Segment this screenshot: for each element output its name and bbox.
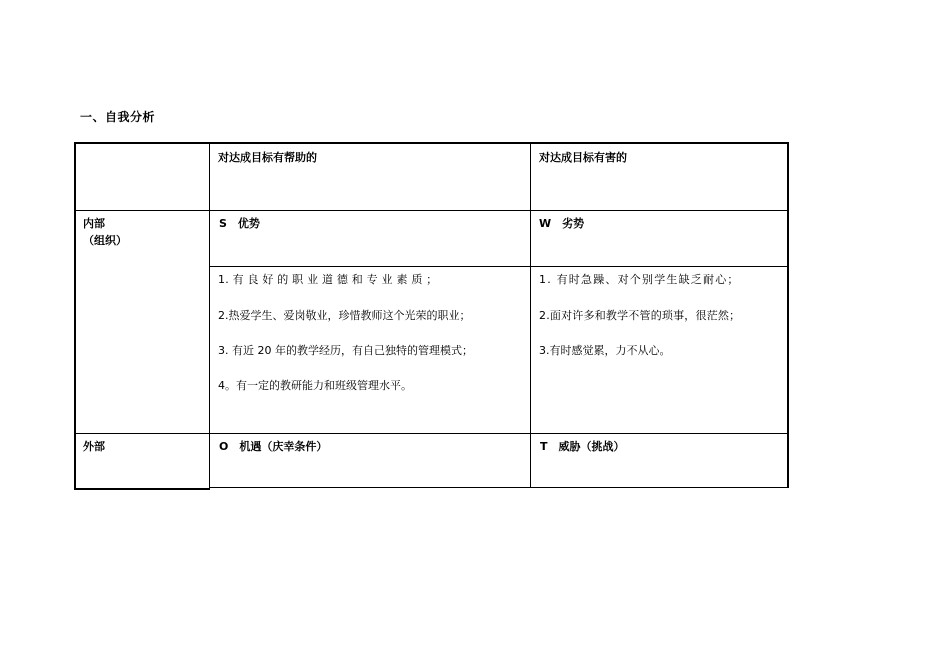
table-rule-col1 [209,143,210,490]
table-border-bottom-right [209,487,789,488]
section-heading: 一、自我分析 [80,110,156,124]
column-header-helpful: 对达成目标有帮助的 [218,151,317,164]
table-border-right [787,142,789,488]
table-rule-internal [74,433,789,434]
strength-item-2: 2.热爱学生、爱岗敬业，珍惜教师这个光荣的职业； [218,309,471,322]
row-label-internal: 内部 [83,217,105,230]
weakness-item-2: 2.面对许多和教学不管的琐事，很茫然； [539,309,741,322]
table-border-top [74,142,789,144]
table-rule-header [74,210,789,211]
row-label-internal-org: （组织） [83,234,127,247]
weaknesses-header: W 劣势 [539,217,585,230]
row-label-external: 外部 [83,440,105,453]
strength-item-1: 1. 有 良 好 的 职 业 道 德 和 专 业 素 质 ； [218,273,438,286]
table-rule-col2 [530,143,531,487]
table-border-left [74,142,76,490]
weakness-item-1: 1. 有时急躁、对个别学生缺乏耐心； [539,273,740,286]
threats-header: T 威胁（挑战） [540,440,625,453]
column-header-harmful: 对达成目标有害的 [539,151,627,164]
strength-item-3: 3. 有近 20 年的教学经历，有自己独特的管理模式； [218,344,473,357]
table-rule-sw-header [209,266,789,267]
table-border-bottom-left [74,488,210,490]
strength-item-4: 4。有一定的教研能力和班级管理水平。 [218,379,412,392]
strengths-header: S 优势 [219,217,260,230]
weakness-item-3: 3.有时感觉累，力不从心。 [539,344,671,357]
opportunities-header: O 机遇（庆幸条件） [219,440,328,453]
